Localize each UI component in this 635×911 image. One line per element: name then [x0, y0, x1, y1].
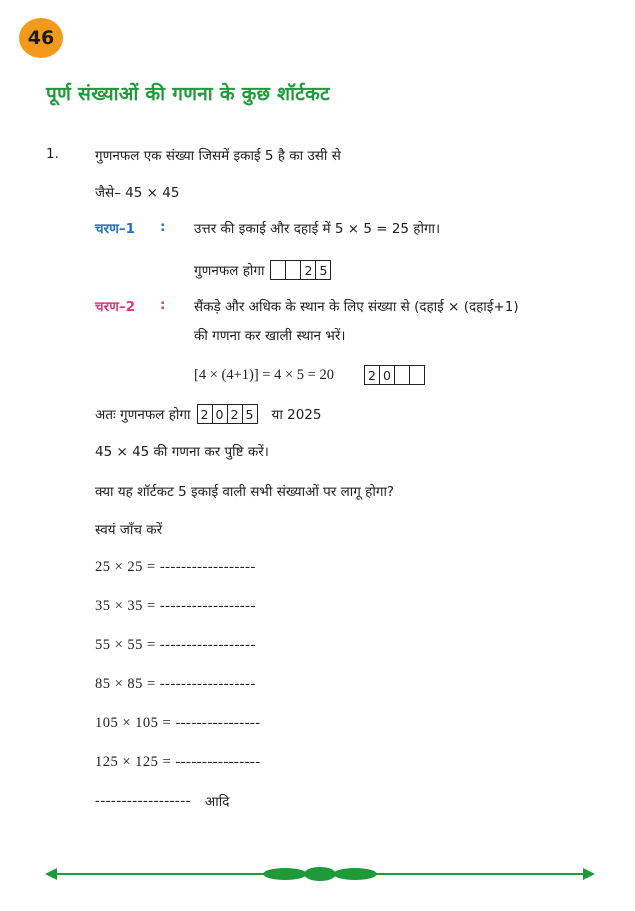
exercise-item: 85 × 85 = ------------------	[95, 676, 256, 692]
step1-product-label: गुणनफल होगा	[194, 263, 265, 279]
digit-box: 5	[319, 262, 328, 278]
digit-box: 2	[228, 405, 243, 423]
step2-label: चरण–2	[95, 299, 135, 315]
digit-box: 5	[245, 406, 254, 422]
exercise-item: 25 × 25 = ------------------	[95, 559, 256, 575]
page-number-badge: 46	[19, 18, 63, 58]
etc-word: आदि	[204, 794, 230, 810]
result-row	[95, 404, 321, 424]
step2-line2: की गणना कर खाली स्थान भरें।	[194, 328, 346, 344]
digit-box	[271, 261, 286, 279]
example-text: जैसे– 45 × 45	[95, 185, 180, 201]
exercise-item: 35 × 35 = ------------------	[95, 598, 256, 614]
intro-text: गुणनफल एक संख्या जिसमें इकाई 5 है का उसी से	[95, 148, 341, 164]
result-label: अतः गुणनफल होगा	[95, 407, 191, 423]
digit-box: 0	[380, 366, 395, 384]
digit-box	[286, 261, 301, 279]
result-boxes	[197, 404, 258, 424]
step1-product-boxes	[270, 260, 331, 280]
divider-ornament	[304, 867, 336, 881]
result-suffix: या 2025	[271, 407, 322, 423]
item-number: 1.	[46, 146, 59, 162]
step2-formula: [4 × (4+1)] = 4 × 5 = 20	[194, 366, 334, 383]
step1-label: चरण–1	[95, 221, 135, 237]
exercise-item: 105 × 105 = ----------------	[95, 715, 261, 731]
digit-box: 2	[198, 405, 213, 423]
digit-box: 2	[301, 261, 316, 279]
step2-formula-row	[194, 365, 425, 385]
step1-colon: :	[160, 219, 166, 235]
exercise-item: 55 × 55 = ------------------	[95, 637, 256, 653]
step1-text: उत्तर की इकाई और दहाई में 5 × 5 = 25 होगा।	[194, 221, 441, 237]
digit-box: 2	[365, 366, 380, 384]
step2-colon: :	[160, 297, 166, 313]
page-title: पूर्ण संख्याओं की गणना के कुछ शॉर्टकट	[46, 83, 330, 105]
decorative-divider	[45, 862, 595, 886]
etc-row	[95, 792, 229, 810]
divider-left-arrow	[45, 868, 57, 880]
etc-dashes: ------------------	[95, 792, 191, 809]
divider-ornament	[263, 868, 307, 880]
exercise-item: 125 × 125 = ----------------	[95, 754, 261, 770]
self-check-heading: स्वयं जाँच करें	[95, 522, 163, 538]
step2-formula-boxes	[364, 365, 425, 385]
step2-line1: सैंकड़े और अधिक के स्थान के लिए संख्या से (दहाई × (दहाई+1)	[194, 299, 519, 315]
digit-box	[395, 366, 410, 384]
question-text: क्या यह शॉर्टकट 5 इकाई वाली सभी संख्याओं पर लागू होगा?	[95, 484, 395, 500]
digit-box	[410, 366, 424, 384]
divider-right-arrow	[583, 868, 595, 880]
verify-text: 45 × 45 की गणना कर पुष्टि करें।	[95, 444, 269, 460]
digit-box: 0	[213, 405, 228, 423]
step1-product	[194, 260, 331, 280]
divider-ornament	[333, 868, 377, 880]
